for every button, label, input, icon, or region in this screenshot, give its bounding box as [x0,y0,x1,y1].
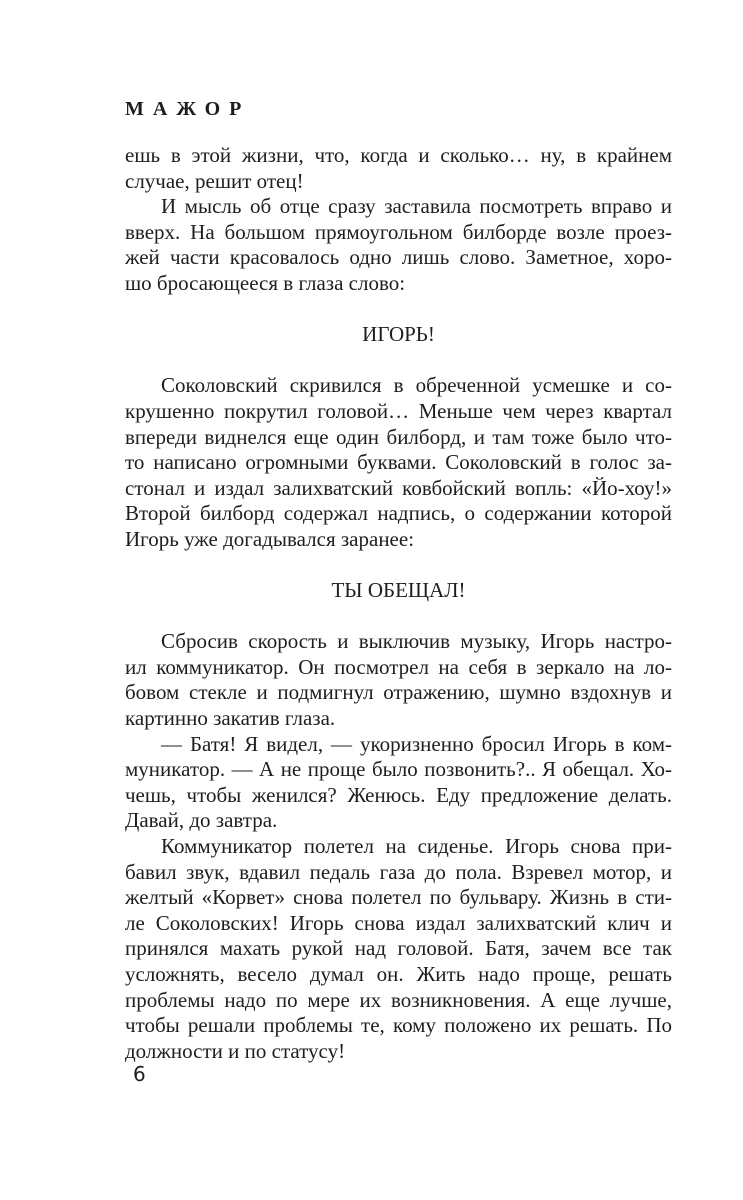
text-line: шо бросающееся в глаза слово: [125,270,406,295]
text-line: должности и по статусу! [125,1038,346,1063]
blank-line [125,553,672,579]
text-line: картинно закатив глаза. [125,706,336,731]
text-line: бовом стекле и подмигнул отражению, шумно вздохнув и [125,680,672,705]
text-line: чешь, чтобы женился? Женюсь. Еду предложение делать. [125,782,672,807]
body-text [125,143,672,1064]
billboard-heading: ТЫ ОБЕЩАЛ! [331,578,466,603]
text-line: муникатор. — А не проще было позвонить?.. Я обещал. Хо- [125,757,672,782]
text-line: впереди виднелся еще один билборд, и там тоже было что- [125,424,672,449]
text-line: Давай, до завтра. [125,808,278,833]
text-line: чтобы решали проблемы те, кому положено их решать. По [125,1013,672,1038]
text-line: проблемы надо по мере их возникновения. А еще лучше, [125,987,672,1012]
text-line: усложнять, весело думал он. Жить надо проще, решать [125,962,672,986]
blank-line [125,604,672,630]
text-line: Коммуникатор полетел на сиденье. Игорь снова при- [161,834,672,859]
text-line: Соколовский скривился в обреченной усмешке и со- [161,373,672,398]
text-line: — Батя! Я видел, — укоризненно бросил Игорь в ком- [161,731,672,756]
text-line: случае, решит отец! [125,168,304,193]
billboard-heading: ИГОРЬ! [362,322,435,347]
text-line: ешь в этой жизни, что, когда и сколько… ну, в крайнем [125,143,672,167]
blank-line [125,297,672,323]
text-line: жей части красовалось одно лишь слово. Заметное, хоро- [125,245,672,270]
text-line: Сбросив скорость и выключив музыку, Игорь настро- [161,629,672,654]
text-line: желтый «Корвет» снова полетел по бульвару. Жизнь в сти- [125,885,672,910]
text-line: то написано огромными буквами. Соколовский в голос за- [125,450,672,475]
text-line: ил коммуникатор. Он посмотрел на себя в зеркало на ло- [125,654,672,679]
text-line: бавил звук, вдавил педаль газа до пола. Взревел мотор, и [125,859,672,884]
blank-line [125,348,672,374]
text-line: ле Соколовских! Игорь снова издал залихватский клич и [125,910,672,935]
text-line: крушенно покрутил головой… Меньше чем через квартал [125,398,672,423]
text-line: И мысль об отце сразу заставила посмотреть вправо и [161,194,672,219]
text-line: принялся махать рукой над головой. Батя, зачем все так [125,936,672,961]
text-line: Игорь уже догадывался заранее: [125,526,415,551]
text-line: Второй билборд содержал надпись, о содержании которой [125,501,672,526]
running-head: МАЖОР [125,98,251,120]
text-line: стонал и издал залихватский ковбойский вопль: «Йо-хоу!» [125,475,672,500]
text-line: вверх. На большом прямоугольном билборде возле проез- [125,219,672,244]
page-number: 6 [133,1062,146,1086]
